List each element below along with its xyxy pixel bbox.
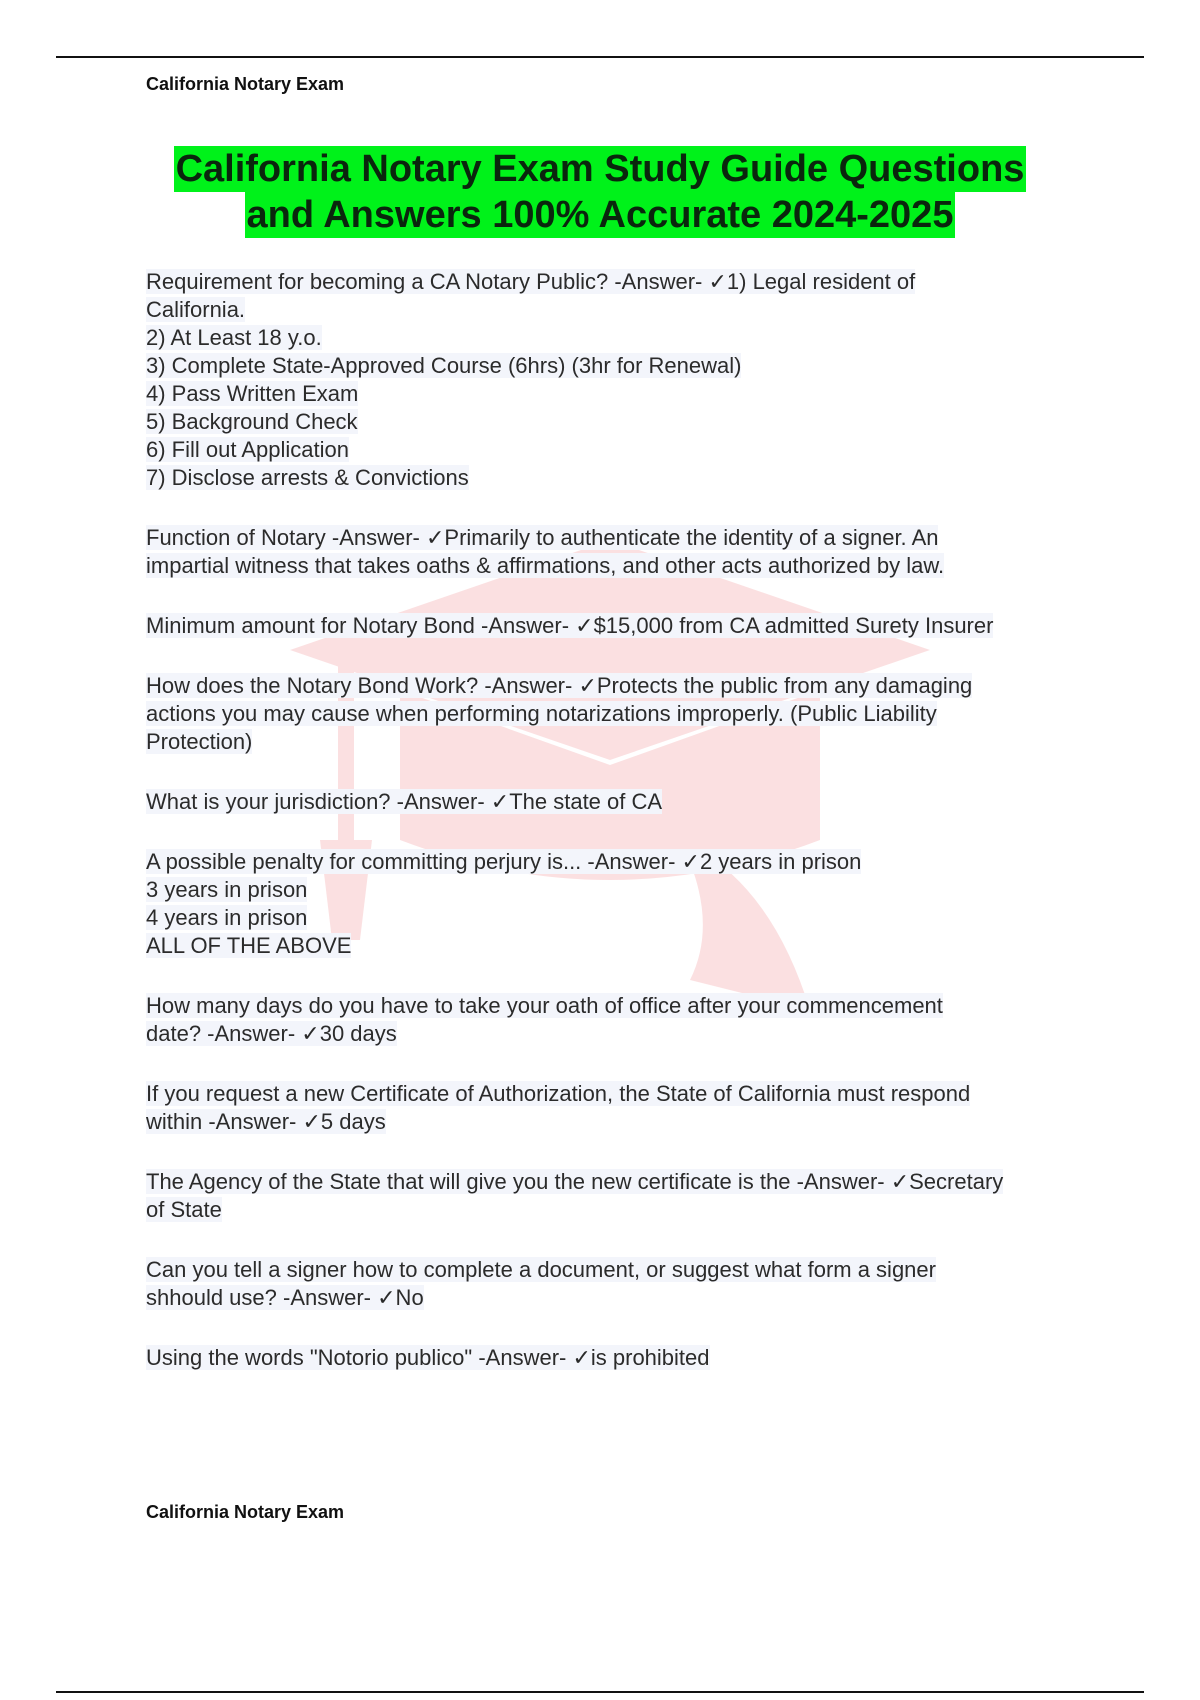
qa-line: date? -Answer- ✓30 days xyxy=(146,1021,397,1046)
qa-line: If you request a new Certificate of Authorization, the State of California must respond xyxy=(146,1081,971,1106)
qa-line: actions you may cause when performing notarizations improperly. (Public Liability xyxy=(146,701,937,726)
qa-line: 2) At Least 18 y.o. xyxy=(146,325,322,350)
qa-line: 3) Complete State-Approved Course (6hrs) (3hr for Renewal) xyxy=(146,353,742,378)
qa-item xyxy=(146,524,1086,580)
qa-line: ALL OF THE ABOVE xyxy=(146,933,352,958)
qa-list xyxy=(146,268,1086,1404)
qa-line: Can you tell a signer how to complete a document, or suggest what form a signer xyxy=(146,1257,936,1282)
title-line-1: California Notary Exam Study Guide Questions xyxy=(175,148,1025,190)
qa-line: impartial witness that takes oaths & affirmations, and other acts authorized by law. xyxy=(146,553,945,578)
qa-item xyxy=(146,1344,1086,1372)
qa-line: Requirement for becoming a CA Notary Public? -Answer- ✓1) Legal resident of xyxy=(146,269,916,294)
qa-item xyxy=(146,1168,1086,1224)
qa-line: Function of Notary -Answer- ✓Primarily to authenticate the identity of a signer. An xyxy=(146,525,939,550)
qa-item xyxy=(146,612,1086,640)
qa-line: 7) Disclose arrests & Convictions xyxy=(146,465,469,490)
footer-rule xyxy=(56,1691,1144,1693)
qa-line: 3 years in prison xyxy=(146,877,308,902)
qa-line: How does the Notary Bond Work? -Answer- ✓Protects the public from any damaging xyxy=(146,673,973,698)
qa-line: 6) Fill out Application xyxy=(146,437,349,462)
header-rule xyxy=(56,56,1144,58)
qa-line: What is your jurisdiction? -Answer- ✓The state of CA xyxy=(146,789,663,814)
qa-line: of State xyxy=(146,1197,222,1222)
qa-line: Using the words "Notorio publico" -Answer- ✓is prohibited xyxy=(146,1345,710,1370)
qa-line: 5) Background Check xyxy=(146,409,358,434)
qa-line: How many days do you have to take your oath of office after your commencement xyxy=(146,993,943,1018)
qa-item xyxy=(146,992,1086,1048)
qa-line: A possible penalty for committing perjury is... -Answer- ✓2 years in prison xyxy=(146,849,862,874)
running-footer: California Notary Exam xyxy=(146,1502,345,1522)
qa-line: Protection) xyxy=(146,729,253,754)
qa-item xyxy=(146,268,1086,492)
qa-line: within -Answer- ✓5 days xyxy=(146,1109,386,1134)
qa-line: California. xyxy=(146,297,246,322)
qa-item xyxy=(146,788,1086,816)
qa-line: Minimum amount for Notary Bond -Answer- ✓$15,000 from CA admitted Surety Insurer xyxy=(146,613,994,638)
running-header: California Notary Exam xyxy=(146,74,345,94)
qa-item xyxy=(146,672,1086,756)
qa-line: The Agency of the State that will give you the new certificate is the -Answer- ✓Secretary xyxy=(146,1169,1004,1194)
title-line-2: and Answers 100% Accurate 2024-2025 xyxy=(246,194,954,236)
document-title xyxy=(0,146,1200,238)
qa-item xyxy=(146,1256,1086,1312)
qa-line: 4) Pass Written Exam xyxy=(146,381,359,406)
qa-item xyxy=(146,848,1086,960)
qa-item xyxy=(146,1080,1086,1136)
qa-line: shhould use? -Answer- ✓No xyxy=(146,1285,424,1310)
qa-line: 4 years in prison xyxy=(146,905,308,930)
